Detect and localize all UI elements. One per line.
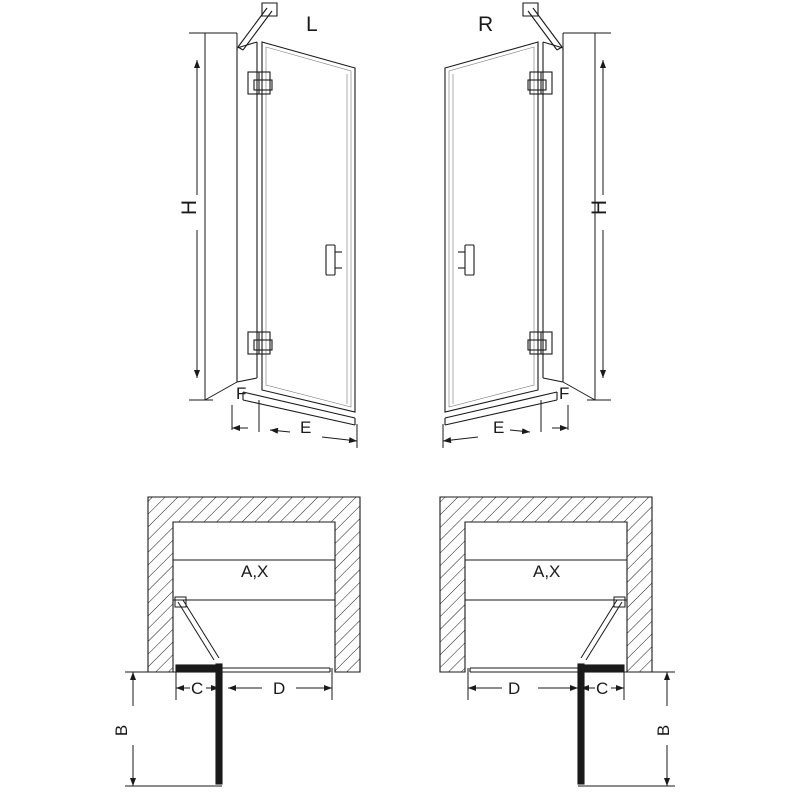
plan-left-walls [148,497,360,672]
plan-right-door-width-label: D [508,679,521,698]
elevation-right-width-dimension [443,400,568,448]
plan-right-door-leaf [470,664,584,784]
elevation-left-width-dimension [232,400,357,448]
elevation-left-hinge-top [248,72,272,94]
elevation-left-wall [205,33,237,400]
plan-left-fixed-panel [176,665,216,672]
plan-right-group [440,497,675,786]
elevation-right-fixed-label: F [559,384,570,403]
variant-label-left: L [306,13,318,36]
elevation-left-door-label: E [300,418,312,437]
plan-right-walls [440,497,652,672]
elevation-right-fixed-panel [543,42,563,382]
elevation-left-height-dimension [189,33,213,400]
elevation-right-door-glass [445,42,538,412]
plan-left-fixed-width-label: C [191,679,204,698]
elevation-left-fixed-label: F [236,384,247,403]
elevation-left-group [189,3,357,448]
plan-left-depth-label: B [112,724,132,737]
elevation-right-door-label: E [493,418,505,437]
elevation-right-wall [563,33,595,400]
plan-left-group [125,497,360,786]
elevation-right-hinge-bottom [528,332,552,354]
plan-left-opening-label: A,X [241,562,269,581]
plan-left-stabilizer [175,597,219,660]
variant-label-right: R [478,13,494,36]
elevation-left-hinge-bottom [248,332,272,354]
plan-right-door-width-dimension [468,668,578,700]
plan-left-door-width-label: D [273,679,286,698]
elevation-left-handle [326,245,342,275]
plan-right-depth-label: B [654,724,674,737]
elevation-right-group [443,3,611,448]
plan-right-fixed-width-label: C [596,679,609,698]
plan-right-stabilizer [581,597,625,660]
plan-right-fixed-panel [584,665,624,672]
elevation-right-height-dimension [587,33,611,400]
elevation-left-height-label: H [178,199,202,216]
plan-left-depth-dimension [125,672,222,786]
elevation-right-handle [458,245,474,275]
elevation-left-fixed-panel [237,42,257,382]
elevation-left-door-glass [262,42,355,412]
elevation-right-hinge-top [528,72,552,94]
plan-right-opening-label: A,X [533,562,561,581]
elevation-right-height-label: H [588,199,612,216]
